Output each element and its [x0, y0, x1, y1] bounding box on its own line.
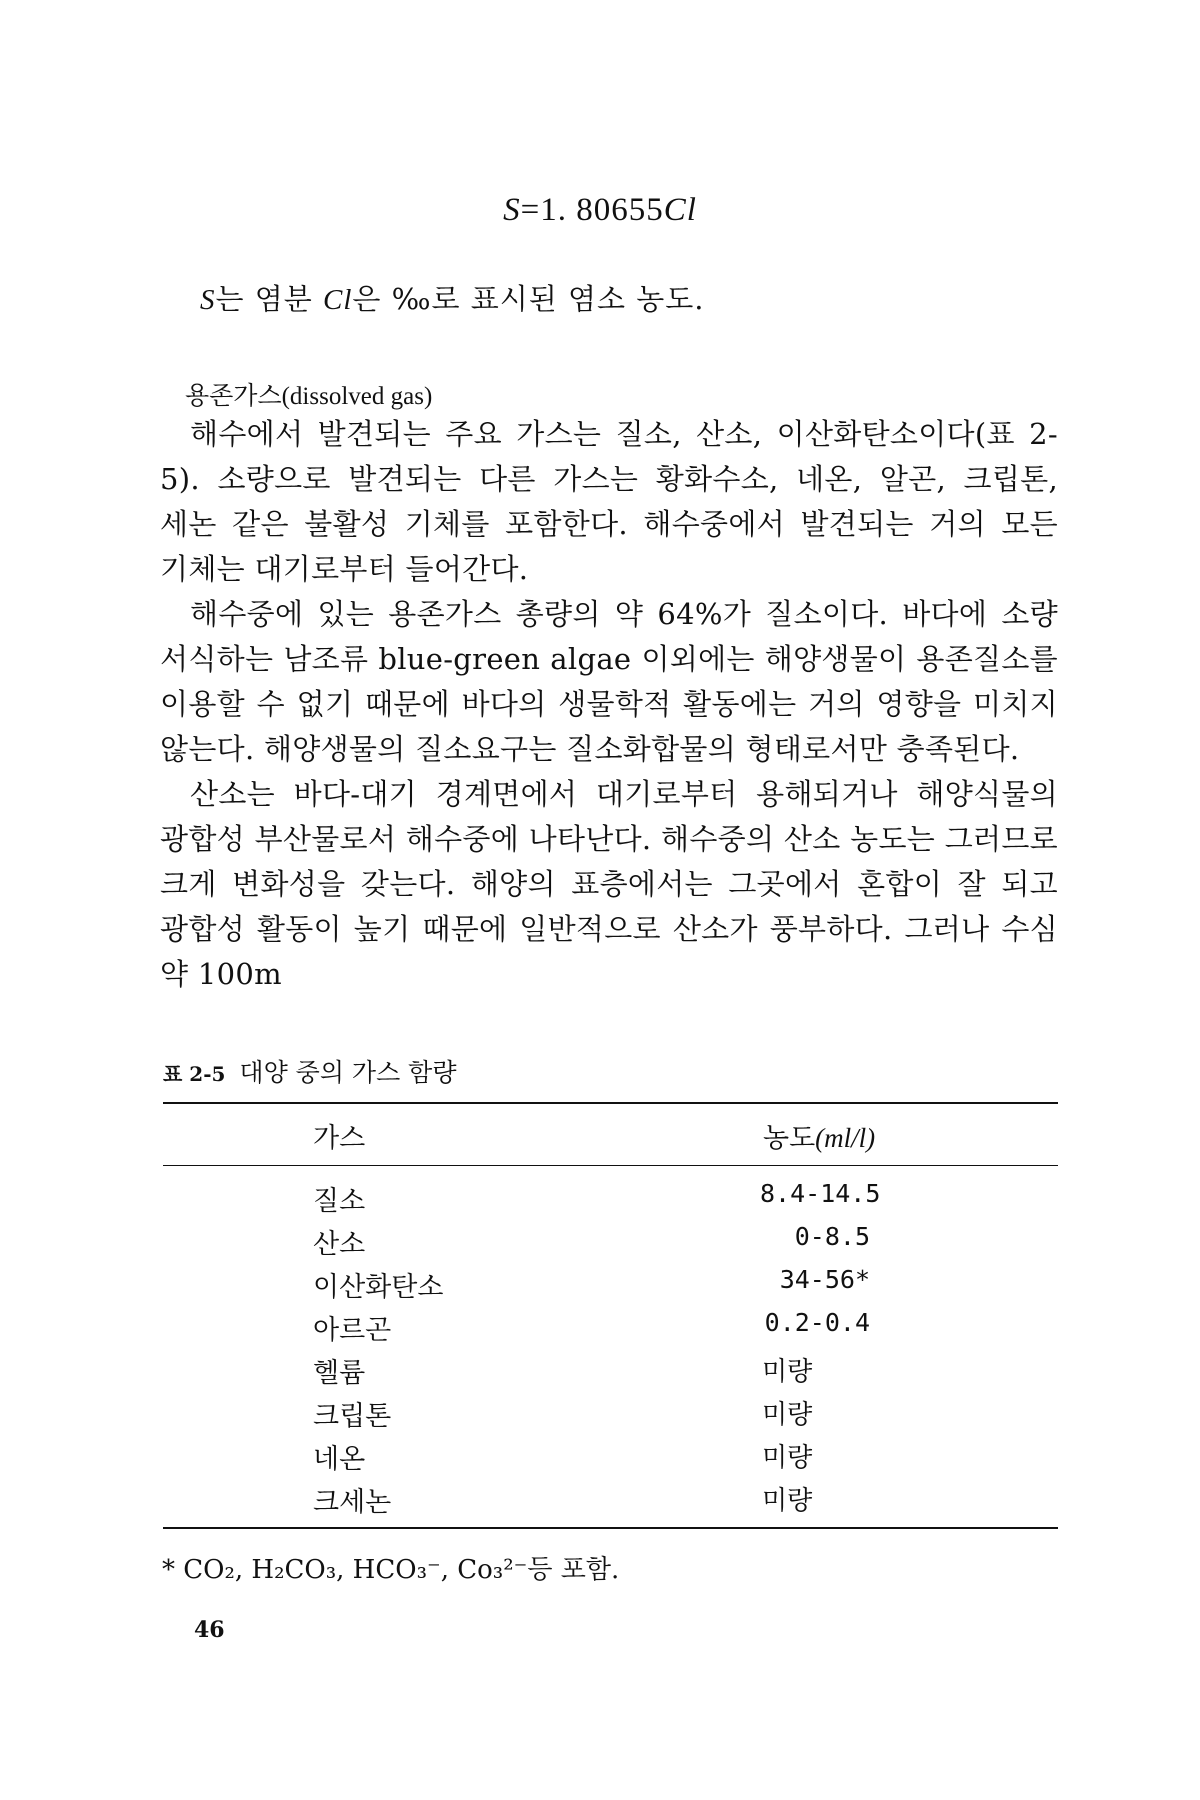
gas-name: 아르곤: [313, 1315, 392, 1346]
formula-explanation: [200, 277, 705, 318]
table-row: [0, 1175, 1200, 1218]
section-subheading: [185, 376, 432, 412]
gas-concentration: 미량: [762, 1357, 813, 1387]
gas-name: 이산화탄소: [313, 1272, 444, 1303]
table-bottom-rule: [163, 1527, 1058, 1529]
table-row: [0, 1261, 1200, 1304]
table-header-rule: [163, 1165, 1058, 1166]
table-number: 표 2-5: [163, 1062, 226, 1086]
subhead-english: (dissolved gas): [281, 383, 433, 410]
gas-concentration: 미량: [762, 1443, 813, 1473]
gas-concentration: 0-8.5: [794, 1222, 870, 1251]
page-number: 46: [194, 1617, 225, 1643]
table-row: [0, 1218, 1200, 1261]
header-conc-label: 농도: [763, 1123, 816, 1154]
note-s-var: S: [200, 284, 216, 316]
gas-concentration: 0.2-0.4: [764, 1308, 870, 1337]
note-text-1: 는 염분: [215, 282, 323, 316]
note-cl-var: Cl: [322, 284, 353, 316]
table-header-concentration: [763, 1116, 875, 1155]
formula-coefficient: =1. 80655: [520, 192, 664, 228]
table-row: [0, 1304, 1200, 1347]
paragraph-1: 해수에서 발견되는 주요 가스는 질소, 산소, 이산화탄소이다(표 2-5). 소량으로 발견되는 다른 가스는 황화수소, 네온, 알곤, 크립톤, 세논 같은 불활성 기체를 포함한다. 해수중에서 발견되는 거의 모든 기체는 대기로부터 들어간다.: [160, 417, 1058, 586]
paragraph-3: 산소는 바다-대기 경계면에서 대기로부터 용해되거나 해양식물의 광합성 부산물로서 해수중에 나타난다. 해수중의 산소 농도는 그러므로 크게 변화성을 갖는다. 해양의 표층에서는 그곳에서 혼합이 잘 되고 광합성 활동이 높기 때문에 일반적으로 산소가 풍부하다. 그러나 수심 약 100m: [160, 777, 1058, 991]
table-row: [0, 1476, 1200, 1519]
formula-s: S: [503, 192, 521, 228]
table-row: [0, 1347, 1200, 1390]
table-top-rule: [163, 1102, 1058, 1104]
formula-cl: Cl: [663, 192, 697, 228]
subhead-korean: 용존가스: [185, 381, 282, 410]
paragraph-2: 해수중에 있는 용존가스 총량의 약 64%가 질소이다. 바다에 소량 서식하는 남조류 blue-green algae 이외에는 해양생물이 용존질소를 이용할 수 없기 때문에 바다의 생물학적 활동에는 거의 영향을 미치지 않는다. 해양생물의 질소요구는 질소화합물의 형태로서만 충족된다.: [160, 597, 1058, 766]
gas-name: 네온: [313, 1444, 366, 1475]
table-footnote: * CO₂, H₂CO₃, HCO₃⁻, Co₃²⁻등 포함.: [162, 1555, 620, 1585]
gas-name: 산소: [313, 1229, 366, 1260]
table-header-gas: 가스: [313, 1123, 366, 1154]
body-text: [160, 412, 1058, 997]
gas-concentration: 미량: [762, 1400, 813, 1430]
table-title: 대양 중의 가스 함량: [239, 1058, 457, 1087]
gas-concentration: 8.4-14.5: [760, 1179, 881, 1208]
gas-name: 헬륨: [313, 1358, 366, 1389]
table-row: [0, 1433, 1200, 1476]
gas-name: 질소: [313, 1186, 366, 1217]
gas-concentration: 34-56*: [779, 1265, 870, 1294]
salinity-formula: [0, 192, 1200, 229]
table-body: [0, 1175, 1200, 1519]
gas-name: 크세논: [313, 1487, 392, 1518]
gas-concentration: 미량: [762, 1486, 813, 1516]
table-row: [0, 1390, 1200, 1433]
gas-name: 크립톤: [313, 1401, 392, 1432]
note-text-2: 은 ‰로 표시된 염소 농도.: [352, 282, 705, 316]
table-caption: [163, 1053, 456, 1089]
header-conc-unit: (ml/l): [815, 1123, 876, 1153]
